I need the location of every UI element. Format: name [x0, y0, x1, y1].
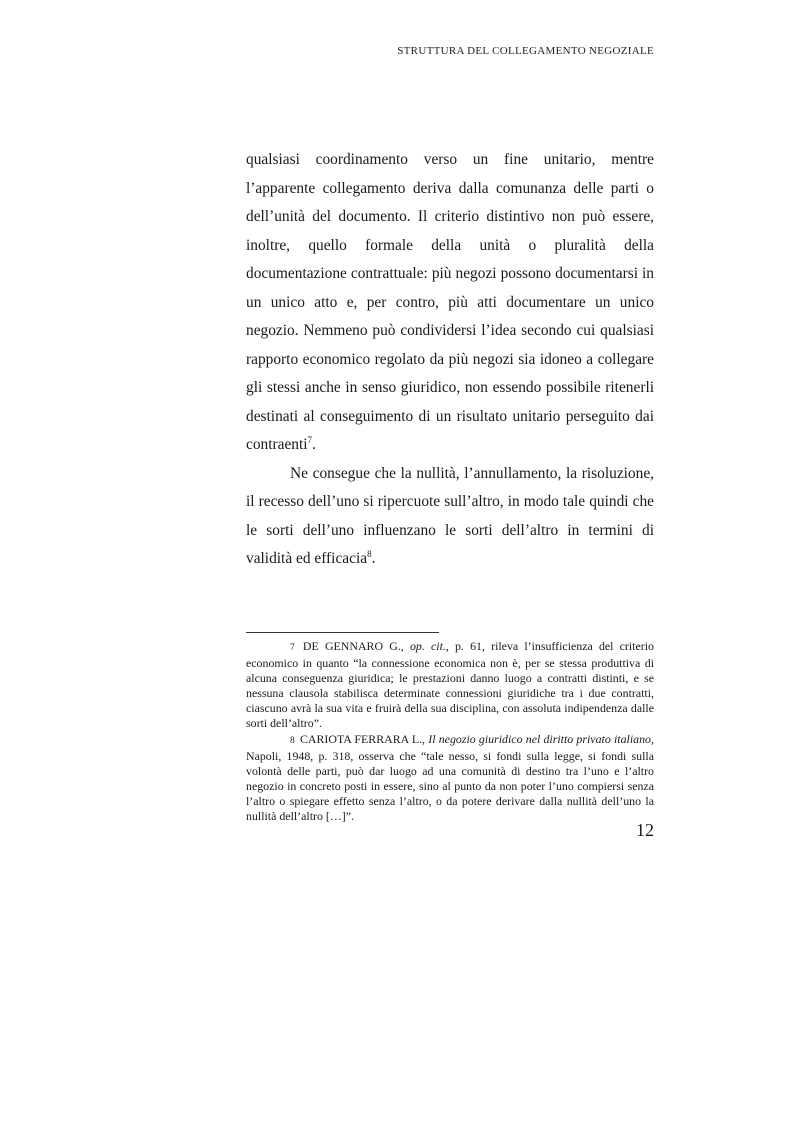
footnote [246, 639, 654, 732]
body-text [246, 146, 654, 574]
paragraph-text: qualsiasi coordinamento verso un fine unitario, mentre l’apparente collegamento deriva dalla comunanza delle parti o dell’unità del documento. Il criterio distintivo non può essere, inoltre, quello formale della unità o pluralità della documentazione contrattuale: più negozi possono documentarsi in un unico atto e, per contro, più atti documentare un unico negozio. Nemmeno può condividersi l’idea secondo cui qualsiasi rapporto economico regolato da più negozi sia idoneo a collegare gli stessi anche in senso giuridico, non essendo possibile ritenerli destinati al conseguimento di un risultato unitario perseguito dai contraenti [246, 151, 654, 453]
footnote-number: 8 [290, 735, 295, 746]
footnote-title: Il negozio giuridico nel diritto privato italiano [428, 731, 651, 746]
footnote-author: CARIOTA FERRARA L., [299, 731, 429, 746]
footnote-text: , p. 61, rileva l’insufficienza del criterio economico in quanto “la connessione economica non è, per se stessa produttiva di alcuna conseguenza giuridica; le prestazioni danno luogo a contratti distinti, e se nessuna clausola stabilisca determinate connessioni giuridiche tra i due contratti, ciascuno avrà la sua vita e fruirà della sua disciplina, con assoluta indipendenza dalle sorti dell’altro”. [246, 639, 654, 731]
footnote-reference: 8 [367, 548, 372, 559]
page-number: 12 [636, 820, 654, 840]
running-header: STRUTTURA DEL COLLEGAMENTO NEGOZIALE [397, 45, 654, 57]
paragraph [246, 146, 654, 460]
footnote-reference: 7 [307, 434, 313, 445]
footnote-number: 7 [290, 643, 295, 653]
footnote-title: op. cit. [409, 639, 446, 653]
footnote [246, 732, 654, 825]
paragraph [246, 460, 654, 574]
paragraph-text: Ne consegue che la nullità, l’annullamento, la risoluzione, il recesso dell’uno si ripercuote sull’altro, in modo tale quindi che le sorti dell’uno influenzano le sorti dell’altro in termini di validità ed efficacia [246, 464, 654, 567]
paragraph-end: . [371, 550, 376, 567]
footnote-text: , Napoli, 1948, p. 318, osserva che “tale nesso, si fondi sulla legge, si fondi sulla volontà delle parti, può dar luogo ad una comunità di destino tra l’uno e l’altro negozio in concreto posti in essere, sino al punto da non poter l’uno compiersi senza l’altro o spiegare effetto senza l’altro, o da potere derivare dalla nullità dell’uno la nullità dell’altro […]”. [246, 731, 654, 824]
footnotes [246, 639, 654, 824]
paragraph-end: . [312, 436, 316, 453]
footnote-separator [246, 632, 439, 633]
footnote-author: DE GENNARO G., [302, 639, 410, 653]
